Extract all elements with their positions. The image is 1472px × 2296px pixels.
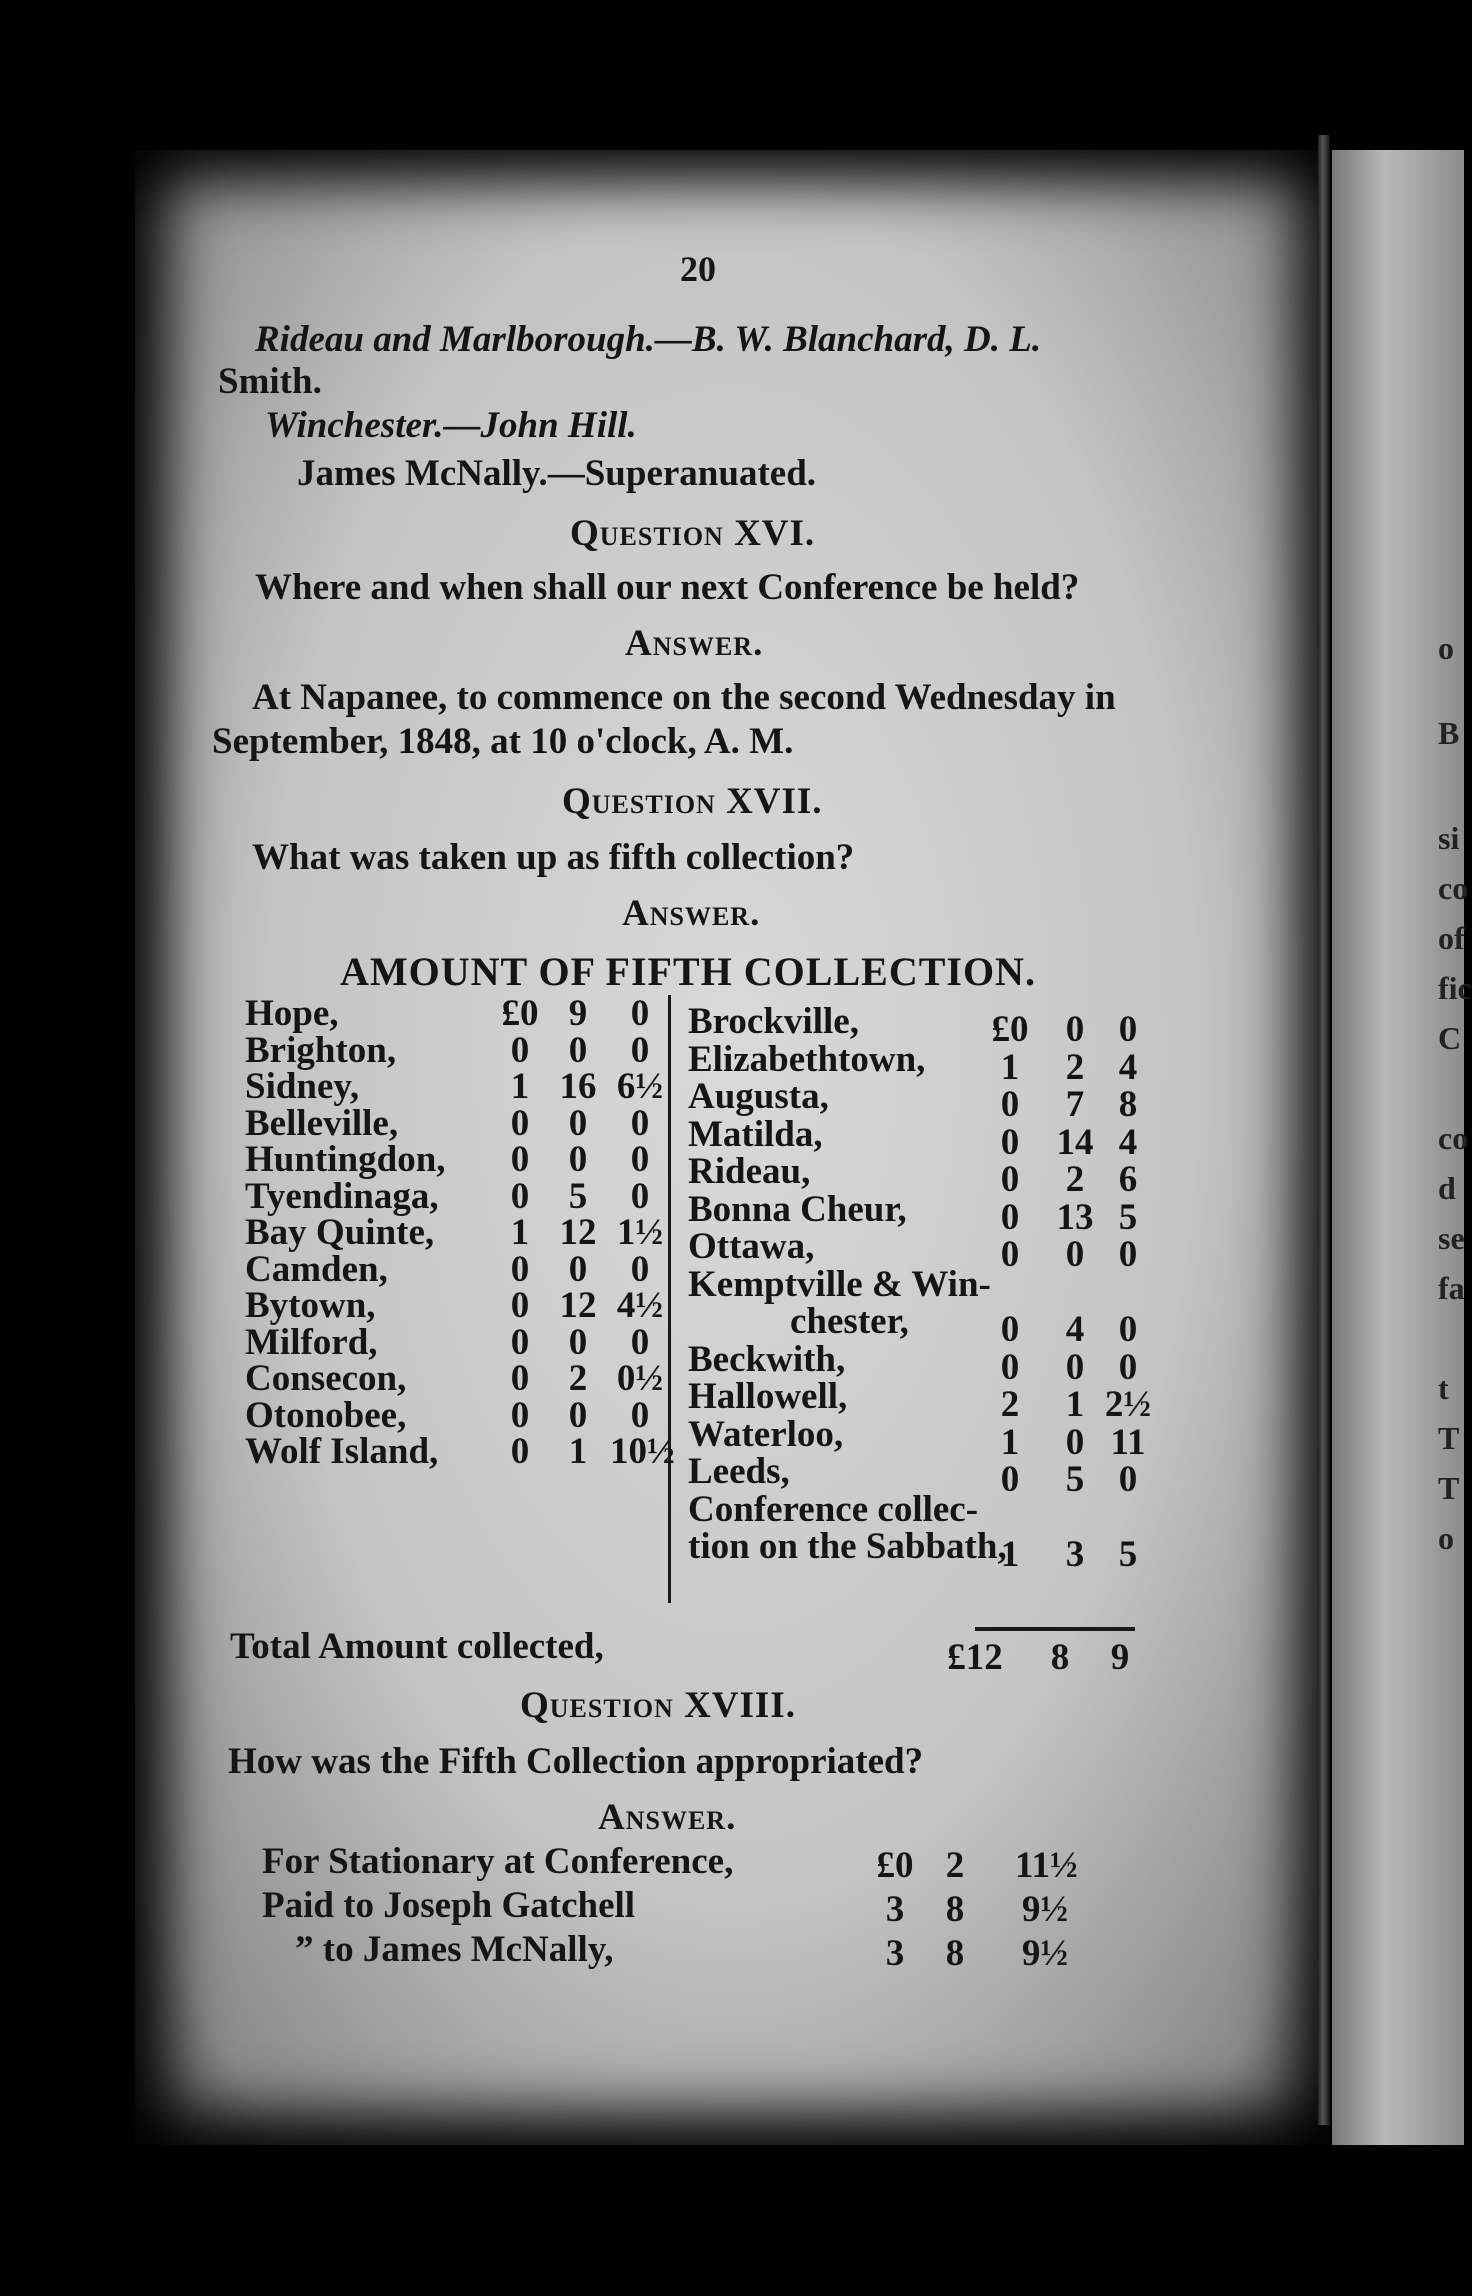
- collection-pounds: 0: [510, 1029, 530, 1071]
- collection-place: Ottawa,: [688, 1226, 815, 1267]
- collection-pence: 4: [1118, 1121, 1138, 1163]
- collection-pounds: 0: [510, 1248, 530, 1290]
- collection-place: Consecon,: [245, 1358, 407, 1399]
- collection-place: Leeds,: [688, 1451, 790, 1492]
- collection-pounds: £0: [501, 993, 539, 1034]
- collection-pounds: 0: [510, 1285, 530, 1326]
- appropriation-pence: 11½: [1015, 1845, 1078, 1886]
- appropriation-shillings: 8: [945, 1933, 965, 1974]
- collection-pence: 0: [630, 1321, 650, 1363]
- collection-place: Milford,: [245, 1321, 378, 1363]
- collection-place: Camden,: [245, 1248, 388, 1290]
- adjacent-page-fragment: of: [1438, 920, 1465, 956]
- appropriation-pounds: £0: [876, 1845, 914, 1886]
- collection-pounds: 0: [1000, 1346, 1020, 1388]
- collection-place: Bonna Cheur,: [688, 1188, 907, 1230]
- collection-shillings: 0: [1065, 1234, 1085, 1275]
- adjacent-page-fragment: B: [1438, 715, 1460, 751]
- collection-pence: 5: [1118, 1534, 1138, 1575]
- appropriation-pence: 9½: [1021, 1889, 1069, 1930]
- adjacent-page-fragment: o: [1438, 630, 1454, 666]
- collection-shillings: 0: [568, 1102, 588, 1144]
- collection-place: Waterloo,: [688, 1413, 844, 1455]
- collection-shillings: 0: [568, 1321, 588, 1363]
- adjacent-page-fragment: fa: [1438, 1270, 1465, 1306]
- collection-shillings: 5: [568, 1175, 588, 1217]
- collection-shillings: 12: [559, 1212, 597, 1253]
- collection-place: Elizabethtown,: [688, 1038, 926, 1080]
- adjacent-page-fragment: T: [1438, 1420, 1460, 1456]
- collection-place: Tyendinaga,: [245, 1175, 439, 1217]
- collection-place: Brockville,: [688, 1001, 859, 1042]
- collection-pence: 0: [1118, 1459, 1138, 1500]
- collection-shillings: 0: [568, 1248, 588, 1290]
- collection-pence: 5: [1118, 1196, 1138, 1238]
- appointment-smith: Smith.: [218, 361, 322, 402]
- collection-pence: 6: [1118, 1159, 1138, 1200]
- collection-pence: 0: [630, 1029, 650, 1071]
- collection-pence: 10½: [610, 1431, 675, 1472]
- collection-pounds: 0: [1000, 1309, 1020, 1350]
- adjacent-page-fragment: C: [1438, 1020, 1462, 1056]
- collection-pounds: 1: [1000, 1534, 1020, 1575]
- collection-pounds: 0: [1000, 1234, 1020, 1275]
- collection-shillings: 0: [568, 1139, 588, 1180]
- adjacent-page-fragment: si: [1438, 820, 1460, 856]
- collection-shillings: 3: [1065, 1534, 1085, 1575]
- adjacent-page-fragment: d: [1438, 1170, 1456, 1206]
- collection-shillings: 0: [1065, 1009, 1085, 1050]
- collection-shillings: 0: [568, 1029, 588, 1071]
- question-18-heading: Question XVIII.: [520, 1685, 796, 1726]
- collection-place: Matilda,: [688, 1113, 823, 1155]
- appropriation-item: ” to James McNally,: [295, 1929, 614, 1970]
- collection-pence: 0: [630, 993, 650, 1034]
- collection-pounds: 0: [510, 1139, 530, 1180]
- collection-pounds: 0: [510, 1321, 530, 1363]
- collection-shillings: 2: [568, 1358, 588, 1399]
- collection-place: Rideau,: [688, 1151, 811, 1192]
- answer-18-label: Answer.: [598, 1797, 737, 1838]
- collection-pounds: 1: [510, 1066, 530, 1107]
- collection-pence: 11: [1110, 1421, 1146, 1463]
- collection-shillings: 2: [1065, 1046, 1085, 1088]
- collection-pounds: 0: [1000, 1196, 1020, 1238]
- collection-pounds: 0: [1000, 1084, 1020, 1125]
- collection-pounds: 0: [510, 1358, 530, 1399]
- answer-16-line2: September, 1848, at 10 o'clock, A. M.: [212, 721, 794, 762]
- appropriation-shillings: 8: [945, 1889, 965, 1930]
- collection-shillings: 2: [1065, 1159, 1085, 1200]
- collection-pence: 2½: [1104, 1384, 1152, 1425]
- collection-place: Beckwith,: [688, 1338, 846, 1380]
- collection-shillings: 0: [1065, 1421, 1085, 1463]
- collection-shillings: 1: [1065, 1384, 1085, 1425]
- question-17-heading: Question XVII.: [562, 781, 823, 822]
- collection-shillings: 0: [568, 1394, 588, 1436]
- table-title: AMOUNT OF FIFTH COLLECTION.: [340, 949, 1036, 994]
- appropriation-shillings: 2: [945, 1845, 965, 1886]
- collection-pounds: 1: [1000, 1046, 1020, 1088]
- collection-pence: 4½: [616, 1285, 664, 1326]
- collection-pounds: 1: [510, 1212, 530, 1253]
- adjacent-page-fragment: fic: [1438, 970, 1472, 1006]
- collection-place: Kemptville & Win-: [688, 1263, 991, 1305]
- collection-place: Wolf Island,: [245, 1431, 439, 1472]
- appropriation-item: For Stationary at Conference,: [262, 1841, 734, 1882]
- appropriation-pounds: 3: [885, 1889, 905, 1930]
- collection-pounds: 0: [510, 1175, 530, 1217]
- collection-place: Huntingdon,: [245, 1139, 446, 1180]
- collection-pounds: 0: [510, 1394, 530, 1436]
- collection-pence: 0: [1118, 1234, 1138, 1275]
- total-label: Total Amount collected,: [230, 1626, 604, 1667]
- collection-shillings: 14: [1056, 1121, 1094, 1163]
- adjacent-page-fragment: co: [1438, 870, 1469, 906]
- collection-pence: 0: [630, 1175, 650, 1217]
- collection-place: Bay Quinte,: [245, 1212, 435, 1253]
- adjacent-page-fragment: co: [1438, 1120, 1469, 1156]
- collection-place: Otonobee,: [245, 1394, 407, 1436]
- adjacent-page-fragment: o: [1438, 1520, 1454, 1556]
- collection-pounds: 1: [1000, 1421, 1020, 1463]
- collection-place: Conference collec-: [688, 1488, 979, 1530]
- collection-place: Hallowell,: [688, 1376, 848, 1417]
- collection-pence: 0: [1118, 1346, 1138, 1388]
- collection-place: Bytown,: [245, 1285, 376, 1326]
- collection-pence: 0: [1118, 1009, 1138, 1050]
- collection-place: chester,: [790, 1301, 909, 1342]
- collection-pounds: 0: [510, 1431, 530, 1472]
- collection-pounds: £0: [991, 1009, 1029, 1050]
- collection-shillings: 5: [1065, 1459, 1085, 1500]
- question-18-text: How was the Fifth Collection appropriated?: [228, 1741, 924, 1782]
- collection-pounds: 2: [1000, 1384, 1020, 1425]
- question-17-text: What was taken up as fifth collection?: [252, 837, 855, 878]
- page-number: 20: [680, 249, 716, 289]
- collection-pence: 0: [630, 1102, 650, 1144]
- collection-pence: 1½: [616, 1212, 664, 1253]
- adjacent-page-fragment: T: [1438, 1470, 1460, 1506]
- collection-pence: 0: [630, 1394, 650, 1436]
- question-16-text: Where and when shall our next Conference be held?: [255, 567, 1080, 608]
- adjacent-page-fragment: t: [1438, 1370, 1449, 1406]
- appointment-winchester: Winchester.—John Hill.: [265, 405, 637, 446]
- collection-place: Sidney,: [245, 1066, 360, 1107]
- collection-pounds: 0: [1000, 1121, 1020, 1163]
- answer-16-label: Answer.: [625, 623, 764, 664]
- collection-pence: 0½: [616, 1358, 664, 1399]
- collection-shillings: 7: [1065, 1084, 1085, 1125]
- page-gutter: [1318, 135, 1330, 2125]
- collection-shillings: 9: [568, 993, 588, 1034]
- appointment-mcnally: James McNally.—Superanuated.: [297, 453, 817, 494]
- answer-16-line1: At Napanee, to commence on the second Wednesday in: [252, 677, 1116, 718]
- collection-pounds: 0: [510, 1102, 530, 1144]
- appropriation-item: Paid to Joseph Gatchell: [262, 1885, 636, 1926]
- appropriation-pence: 9½: [1021, 1933, 1069, 1974]
- collection-place: tion on the Sabbath,: [688, 1526, 1007, 1567]
- collection-place: Hope,: [245, 993, 339, 1034]
- appointment-rideau: Rideau and Marlborough.—B. W. Blanchard, D. L.: [255, 319, 1042, 360]
- total-pounds: £12: [947, 1637, 1003, 1678]
- collection-place: Brighton,: [245, 1029, 397, 1071]
- collection-pounds: 0: [1000, 1459, 1020, 1500]
- total-pence: 9: [1110, 1637, 1130, 1678]
- question-16-heading: Question XVI.: [570, 513, 816, 554]
- total-shillings: 8: [1050, 1637, 1070, 1678]
- adjacent-page-fragment: se: [1438, 1220, 1465, 1256]
- collection-pence: 4: [1118, 1046, 1138, 1088]
- collection-pounds: 0: [1000, 1159, 1020, 1200]
- appropriation-pounds: 3: [885, 1933, 905, 1974]
- collection-pence: 6½: [616, 1066, 664, 1107]
- collection-place: Augusta,: [688, 1076, 829, 1117]
- collection-pence: 0: [630, 1248, 650, 1290]
- collection-shillings: 1: [568, 1431, 588, 1472]
- collection-shillings: 4: [1065, 1309, 1085, 1350]
- collection-shillings: 16: [559, 1066, 597, 1107]
- collection-pence: 8: [1118, 1084, 1138, 1125]
- collection-pence: 0: [630, 1139, 650, 1180]
- collection-shillings: 0: [1065, 1346, 1085, 1388]
- total-rule: [975, 1627, 1135, 1631]
- collection-shillings: 13: [1056, 1196, 1094, 1238]
- collection-shillings: 12: [559, 1285, 597, 1326]
- collection-place: Belleville,: [245, 1102, 399, 1144]
- collection-pence: 0: [1118, 1309, 1138, 1350]
- answer-17-label: Answer.: [622, 893, 761, 934]
